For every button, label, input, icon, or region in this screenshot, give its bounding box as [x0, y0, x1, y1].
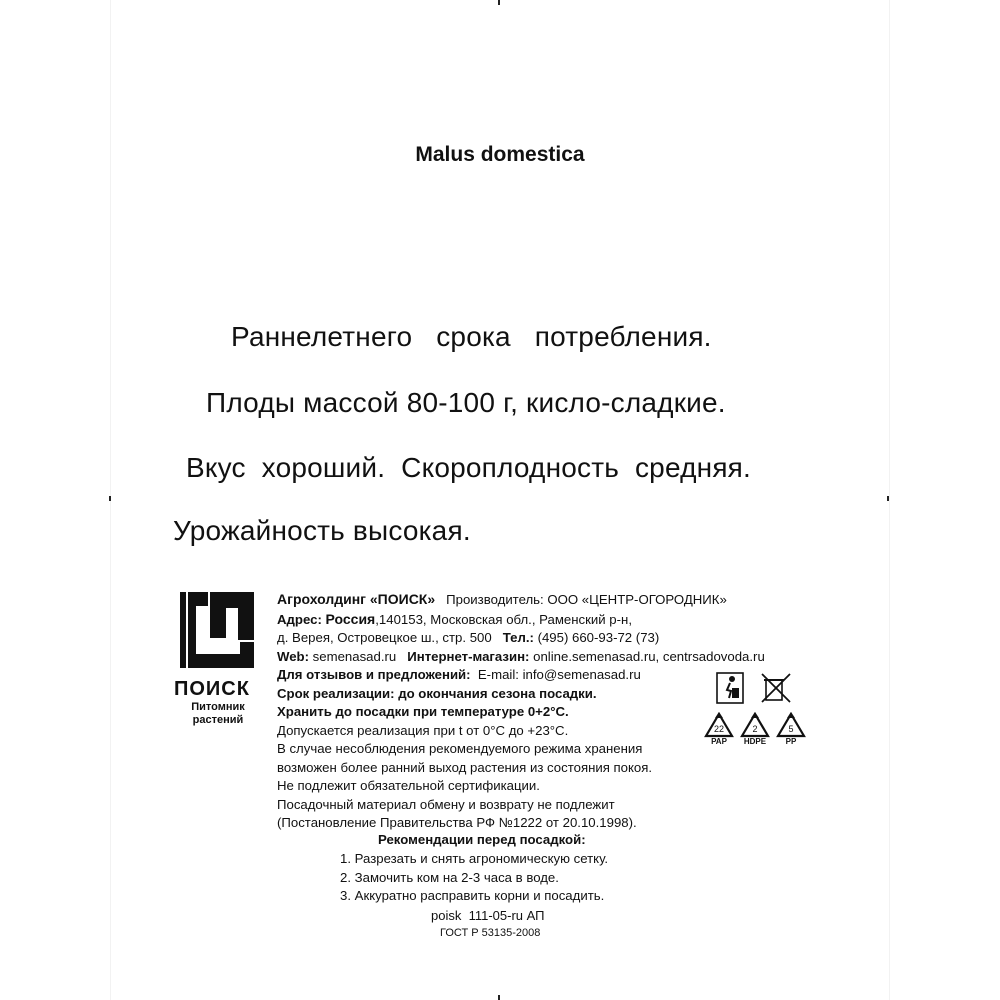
shop-links[interactable]: online.semenasad.ru, centrsadovoda.ru	[533, 648, 765, 664]
producer: Производитель: ООО «ЦЕНТР-ОГОРОДНИК»	[446, 592, 727, 607]
recycle-hdpe-symbol	[740, 712, 770, 746]
address-rest: ,140153, Московская обл., Раменский р-н,	[375, 611, 632, 627]
certification-note: Не подлежит обязательной сертификации.	[277, 778, 540, 793]
email[interactable]: E-mail: info@semenasad.ru	[477, 667, 641, 682]
holding-row	[277, 590, 765, 610]
company-info	[277, 590, 765, 833]
recycle-number-hdpe: 2	[752, 724, 758, 734]
holding-label: Агрохолдинг «ПОИСК»	[277, 591, 436, 607]
recommendation-step: 3. Аккуратно расправить корни и посадить.	[340, 888, 605, 903]
recycle-label-pp: PP	[785, 737, 797, 746]
product-code: poisk 111-05-ru АП	[431, 908, 545, 923]
tel-label: Тел.:	[502, 630, 534, 645]
eco-symbols	[704, 672, 812, 746]
recommendation-step: 1. Разрезать и снять агрономическую сетку.	[340, 851, 609, 866]
crossed-bin-icon	[760, 672, 794, 704]
description-line-2: Плоды массой 80-100 г, кисло-сладкие.	[206, 387, 726, 418]
description-line-1: Раннелетнего срока потребления.	[231, 321, 712, 352]
store-temp: Хранить до посадки при температуре 0+2°С.	[277, 704, 569, 719]
address-line-2: д. Верея, Островецкое ш., стр. 500	[277, 630, 492, 645]
recycle-icon	[740, 712, 770, 738]
feedback-label: Для отзывов и предложений:	[277, 667, 471, 682]
poisk-logo-mark-icon	[178, 588, 258, 672]
logo-subtitle-1: Питомник	[191, 701, 245, 713]
web-link[interactable]: semenasad.ru	[312, 648, 397, 664]
sale-term: Срок реализации: до окончания сезона посадки.	[277, 685, 597, 701]
crop-mark-bottom	[498, 995, 500, 1000]
recycle-icon	[776, 712, 806, 738]
description-line-3: Вкус хороший. Скороплодность средняя.	[186, 452, 752, 483]
warning-line-2: возможен более ранний выход растения из состояния покоя.	[277, 759, 653, 775]
tel: (495) 660-93-72 (73)	[537, 630, 660, 645]
recycle-label-pap: PAP	[711, 737, 727, 746]
address-row-2	[277, 629, 765, 648]
crop-mark-top	[498, 0, 500, 5]
poisk-logo	[174, 588, 264, 727]
recycle-pp-symbol	[776, 712, 806, 746]
trash-bin-icon	[716, 672, 744, 704]
feedback-row	[277, 666, 765, 685]
crop-mark-left	[109, 496, 111, 501]
logo-subtitle-2: растений	[192, 714, 244, 726]
web-label: Web:	[277, 648, 309, 664]
decree-note: (Постановление Правительства РФ №1222 от 20.10.1998).	[277, 815, 637, 830]
recycle-icon	[704, 712, 734, 738]
latin-name: Malus domestica	[415, 143, 585, 166]
crop-mark-right	[887, 496, 889, 501]
recycle-number-pp: 5	[788, 724, 794, 734]
logo-brand: ПОИСК	[174, 678, 250, 700]
gost-standard: ГОСТ Р 53135-2008	[440, 927, 541, 939]
recycle-label-hdpe: HDPE	[743, 737, 767, 746]
recycle-number-pap: 22	[713, 724, 725, 734]
warning-line-1: В случае несоблюдения рекомендуемого режима хранения	[277, 741, 643, 756]
address-row	[277, 610, 765, 630]
description-line-4: Урожайность высокая.	[173, 515, 471, 546]
sale-temp: Допускается реализация при t от 0°С до +23°С.	[277, 722, 569, 738]
recommendations-title: Рекомендации перед посадкой:	[378, 832, 586, 847]
recycle-pap-symbol	[704, 712, 734, 746]
shop-label: Интернет-магазин:	[407, 648, 530, 664]
address-label: Адрес:	[277, 611, 322, 627]
recommendations-list	[340, 850, 608, 906]
web-row	[277, 648, 765, 667]
country: Россия	[325, 610, 376, 627]
recommendation-step: 2. Замочить ком на 2-3 часа в воде.	[340, 869, 559, 885]
no-return-note: Посадочный материал обмену и возврату не подлежит	[277, 796, 615, 812]
